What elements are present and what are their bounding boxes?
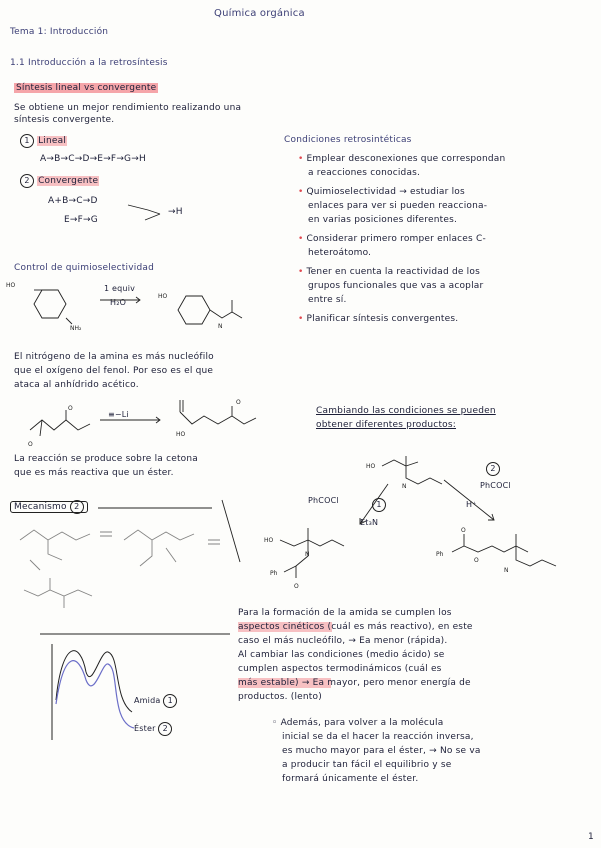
condition-item-3-line-0: • Tener en cuenta la reactividad de los (298, 267, 480, 277)
path-2-number: 2 (486, 462, 500, 476)
explanation-line-0: Para la formación de la amida se cumplen los (238, 608, 452, 618)
condition-item-3-line-2: entre sí. (308, 295, 347, 305)
reagent-acetylide: ≡−Li (108, 410, 129, 419)
label-n-1: N (218, 323, 223, 330)
bullet-icon: • (298, 267, 304, 277)
bullet-icon: • (298, 154, 304, 164)
chemoselectivity-heading: Control de quimioselectividad (14, 263, 155, 273)
bullet-icon: • (298, 187, 304, 197)
convergente-label: 2 Convergente (20, 174, 99, 188)
label-ho-5: HO (264, 537, 274, 544)
path-1-number: 1 (372, 498, 386, 512)
explanation-line-1: aspectos cinéticos (cuál es más reactivo), en este (238, 622, 473, 632)
bullet-icon: • (298, 234, 304, 244)
reagent-phcocl-left: PhCOCl (308, 496, 339, 505)
conditions-title: Condiciones retrosintéticas (284, 135, 412, 145)
topic-title: Tema 1: Introducción (10, 27, 109, 37)
condition-item-1-line-2: en varias posiciones diferentes. (308, 215, 458, 225)
mechanism-sketches (20, 530, 220, 608)
label-nh2: NH₂ (70, 325, 82, 332)
amide-product-structure (264, 528, 344, 590)
aminophenol-structure (6, 282, 82, 332)
reagent-et3n: Et₃N (360, 518, 379, 527)
label-ho-1: HO (6, 282, 16, 289)
label-n-4: N (504, 567, 509, 574)
conv-scheme-2: E→F→G (64, 215, 98, 225)
reagent-acid: H⁺ (466, 500, 477, 509)
conv-scheme-1: A+B→C→D (48, 196, 98, 206)
explanation-line-3: Al cambiar las condiciones (medio ácido) se (238, 650, 445, 660)
label-n-2: N (402, 483, 407, 490)
note-line-4: formará únicamente el éster. (282, 774, 419, 784)
aminoalcohol-structure (366, 456, 442, 490)
amide-ester-heading-1: Cambiando las condiciones se pueden (316, 406, 496, 416)
note-line-0: ◦ Además, para volver a la molécula (272, 718, 444, 728)
label-ph-1: Ph (270, 570, 278, 577)
chemo-para-1-line-2: que el oxígeno del fenol. Por eso es el que (14, 366, 214, 376)
energy-ester-label: Éster 2 (134, 722, 172, 736)
explanation-line-2: caso el más nucleófilo, → Ea menor (rápida). (238, 636, 448, 646)
reagent-1equiv: 1 equiv (104, 284, 136, 293)
path-2-arrow (444, 480, 494, 520)
page-number: 1 (588, 832, 594, 842)
label-o-3: O (236, 399, 241, 406)
chemo-para-2-line-1: La reacción se produce sobre la cetona (14, 454, 199, 464)
amide-energy-curve (56, 651, 132, 712)
note-line-2: es mucho mayor para el éster, → No se va (282, 746, 481, 756)
chemo-para-1-line-3: ataca al anhídrido acético. (14, 380, 139, 390)
page-title: Química orgánica (214, 8, 305, 19)
label-ho-4: HO (366, 463, 376, 470)
explanation-line-6: productos. (lento) (238, 692, 322, 702)
energy-diagram (40, 634, 230, 740)
note-line-1: inicial se da el hacer la reacción inversa, (282, 732, 474, 742)
alkynol-structure (176, 399, 256, 438)
label-o-4: O (294, 583, 299, 590)
label-o-6: O (474, 557, 479, 564)
label-ho-2: HO (158, 293, 168, 300)
chemo-para-2-line-2: que es más reactiva que un éster. (14, 468, 174, 478)
convergence-arrow (128, 205, 160, 220)
condition-item-2-line-0: • Considerar primero romper enlaces C- (298, 234, 486, 244)
label-o-2: O (28, 441, 33, 448)
explanation-line-4: cumplen aspectos termodinámicos (cuál es (238, 664, 442, 674)
mechanism-label: Mecanismo 2 (10, 500, 88, 514)
acetamidophenol-structure (158, 293, 242, 330)
condition-item-4-line-0: • Planificar síntesis convergentes. (298, 314, 459, 324)
linear-vs-convergent-heading: Síntesis lineal vs convergente (16, 83, 157, 93)
lineal-label: 1 Lineal (20, 134, 67, 148)
condition-item-0-line-0: • Emplear desconexiones que correspondan (298, 154, 506, 164)
condition-item-2-line-1: heteroátomo. (308, 248, 372, 258)
label-o-5: O (461, 527, 466, 534)
label-ph-2: Ph (436, 551, 444, 558)
linear-text-1: Se obtiene un mejor rendimiento realizando una (14, 103, 242, 113)
condition-item-1-line-1: enlaces para ver si pueden reacciona- (308, 201, 488, 211)
reagent-phcocl-right: PhCOCl (480, 481, 511, 490)
conv-scheme-h: →H (168, 207, 183, 217)
note-line-3: a producir tan fácil el equilibrio y se (282, 760, 452, 770)
label-o-1: O (68, 405, 73, 412)
energy-amide-label: Amida 1 (134, 694, 177, 708)
linear-text-2: síntesis convergente. (14, 115, 115, 125)
label-ho-3: HO (176, 431, 186, 438)
lineal-scheme: A→B→C→D→E→F→G→H (40, 154, 146, 164)
condition-item-1-line-0: • Quimioselectividad → estudiar los (298, 187, 465, 197)
condition-item-3-line-1: grupos funcionales que vas a acoplar (308, 281, 484, 291)
ketoester-structure (28, 405, 90, 448)
amide-ester-heading-2: obtener diferentes productos: (316, 420, 457, 430)
mechanism-separator (222, 500, 240, 562)
label-n-3: N (305, 551, 310, 558)
chemo-para-1-line-1: El nitrógeno de la amina es más nucleófilo (14, 352, 214, 362)
ester-product-structure (436, 527, 556, 574)
condition-item-0-line-1: a reacciones conocidas. (308, 168, 421, 178)
section-title: 1.1 Introducción a la retrosíntesis (10, 58, 168, 68)
bullet-icon: • (298, 314, 304, 324)
reagent-water: H₂O (110, 298, 127, 307)
explanation-line-5: más estable) → Ea mayor, pero menor energía de (238, 678, 471, 688)
path-1-arrow (360, 484, 388, 524)
